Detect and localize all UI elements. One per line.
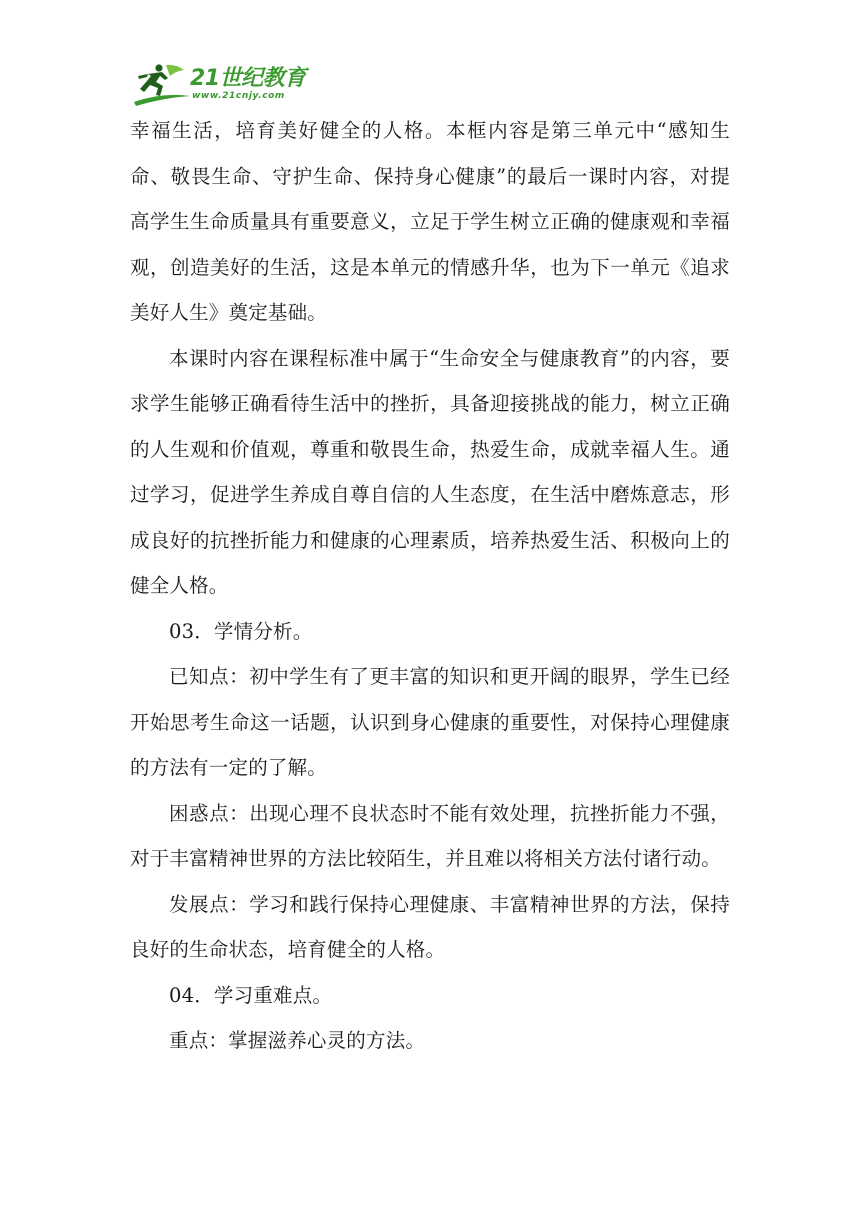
site-logo bbox=[132, 62, 306, 106]
paragraph-known-points: 已知点：初中学生有了更丰富的知识和更开阔的眼界，学生已经开始思考生命这一话题，认识到身心健康的重要性，对保持心理健康的方法有一定的了解。 bbox=[130, 665, 730, 779]
logo-url: www.21cnjy.com bbox=[192, 91, 285, 101]
section-heading-learner-analysis: 03．学情分析。 bbox=[169, 619, 313, 643]
document-body bbox=[130, 108, 730, 1064]
paragraph-curriculum-standard: 本课时内容在课程标准中属于“生命安全与健康教育”的内容，要求学生能够正确看待生活中的挫折，具备迎接挑战的能力，树立正确的人生观和价值观，尊重和敬畏生命，热爱生命，成就幸福人生。通过学习，促进学生养成自尊自信的人生态度，在生活中磨炼意志，形成良好的抗挫折能力和健康的心理素质，培养热爱生活、积极向上的健全人格。 bbox=[130, 346, 730, 597]
logo-title: 21世纪教育 bbox=[190, 66, 306, 91]
paragraph-intro-continuation: 幸福生活，培育美好健全的人格。本框内容是第三单元中“感知生命、敬畏生命、守护生命、保持身心健康”的最后一课时内容，对提高学生生命质量具有重要意义，立足于学生树立正确的健康观和幸福观，创造美好的生活，这是本单元的情感升华，也为下一单元《追求美好人生》奠定基础。 bbox=[130, 119, 730, 324]
section-heading-key-difficulties: 04．学习重难点。 bbox=[169, 983, 333, 1007]
paragraph-key-point: 重点：掌握滋养心灵的方法。 bbox=[169, 1029, 426, 1052]
paragraph-development-points: 发展点：学习和践行保持心理健康、丰富精神世界的方法，保持良好的生命状态，培育健全的人格。 bbox=[130, 892, 730, 961]
paragraph-confusion-points: 困惑点：出现心理不良状态时不能有效处理，抗挫折能力不强，对于丰富精神世界的方法比较陌生，并且难以将相关方法付诸行动。 bbox=[130, 801, 730, 870]
